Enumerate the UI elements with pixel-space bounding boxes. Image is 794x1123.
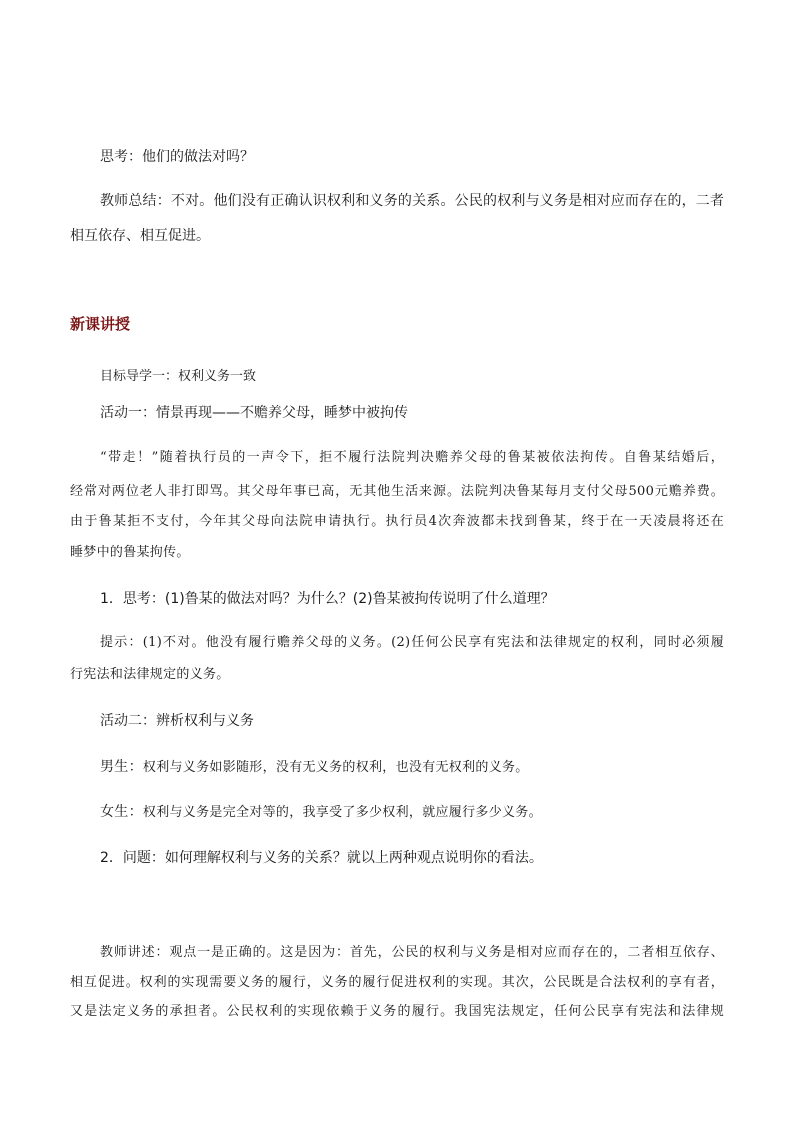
- boy-viewpoint: [100, 757, 529, 778]
- hint-line-1: 提示：(1)不对。他没有履行赡养父母的义务。(2)任何公民享有宪法和法律规定的权利，同时必须履: [100, 635, 724, 650]
- teacher-summary-line-1: 教师总结：不对。他们没有正确认识权利和义务的关系。公民的权利与义务是相对应而存在的，二者: [100, 193, 724, 209]
- boy-label: 男生：: [100, 759, 143, 775]
- goal-title: 目标导学一：权利义务一致: [100, 369, 257, 384]
- activity-one-title: 活动一：情景再现——不赡养父母，睡梦中被拘传: [100, 405, 408, 421]
- story-line-1: “带走！”随着执行员的一声令下，拒不履行法院判决赡养父母的鲁某被依法拘传。自鲁某结婚后，: [100, 450, 724, 465]
- question-one: 1．思考：(1)鲁某的做法对吗？为什么？(2)鲁某被拘传说明了什么道理？: [100, 591, 555, 607]
- teacher-summary-line-2: 相互依存、相互促进。: [70, 228, 210, 244]
- question-two: 2．问题：如何理解权利与义务的关系？就以上两种观点说明你的看法。: [100, 850, 543, 866]
- boy-text: 权利与义务如影随形，没有无义务的权利，也没有无权利的义务。: [142, 760, 529, 775]
- story-line-4: 睡梦中的鲁某拘传。: [70, 545, 190, 560]
- think-question: 思考：他们的做法对吗？: [100, 149, 254, 165]
- girl-label: 女生：: [100, 804, 143, 820]
- teacher-explain-line-2: 相互促进。权利的实现需要义务的履行，义务的履行促进权利的实现。其次，公民既是合法权利的享有者，: [70, 975, 724, 990]
- section-heading: 新课讲授: [70, 315, 131, 333]
- girl-viewpoint: [100, 802, 542, 823]
- teacher-explain-line-3: 又是法定义务的承担者。公民权利的实现依赖于义务的履行。我国宪法规定，任何公民享有宪法和法律规: [70, 1004, 724, 1019]
- hint-line-2: 行宪法和法律规定的义务。: [70, 667, 230, 682]
- story-line-2: 经常对两位老人非打即骂。其父母年事已高，无其他生活来源。法院判决鲁某每月支付父母500元赡养费。: [70, 484, 724, 499]
- activity-two-title: 活动二：辨析权利与义务: [100, 713, 254, 729]
- girl-text: 权利与义务是完全对等的，我享受了多少权利，就应履行多少义务。: [142, 805, 542, 820]
- story-line-3: 由于鲁某拒不支付，今年其父母向法院申请执行。执行员4次奔波都未找到鲁某，终于在一天凌晨将还在: [70, 514, 724, 529]
- teacher-explain-line-1: 教师讲述：观点一是正确的。这是因为：首先，公民的权利与义务是相对应而存在的，二者相互依存、: [100, 945, 724, 960]
